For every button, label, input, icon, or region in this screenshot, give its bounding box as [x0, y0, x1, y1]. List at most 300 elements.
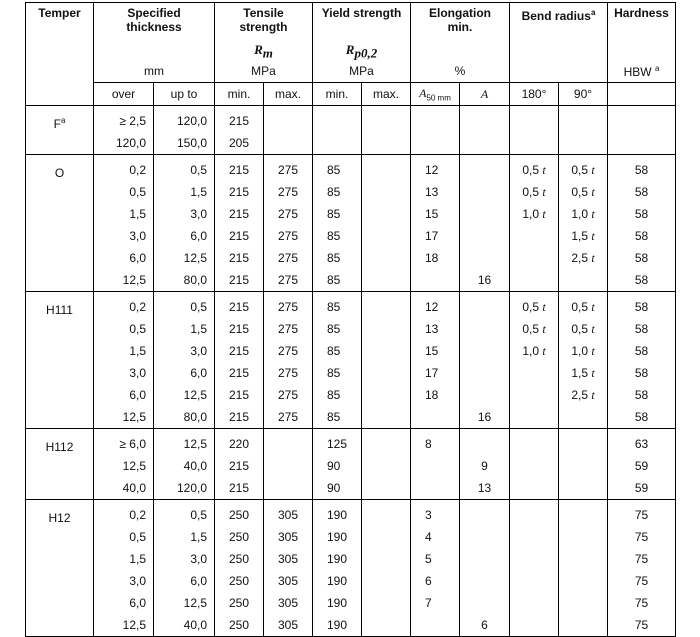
col-b90-cell — [559, 429, 608, 500]
value — [460, 433, 509, 455]
value: 0,5 — [190, 300, 207, 314]
value: 215 — [228, 366, 250, 380]
temper-group-row — [26, 155, 676, 292]
value: 305 — [277, 596, 299, 610]
value — [460, 132, 509, 154]
temper-group-row — [26, 106, 676, 155]
col-rp-max-cell — [362, 500, 411, 637]
value: 275 — [277, 163, 299, 177]
value — [362, 614, 410, 636]
value — [460, 159, 509, 181]
col-rm-min-cell — [215, 292, 264, 429]
value: 275 — [277, 410, 299, 424]
col-rp-min-cell — [313, 429, 362, 500]
value — [510, 504, 558, 526]
col-a50-cell — [411, 106, 460, 155]
value: 6 — [481, 618, 488, 632]
temper-header: Temper — [26, 3, 94, 106]
temper-cell: H12 — [26, 500, 94, 637]
value — [264, 433, 312, 455]
value: 12,5 — [122, 410, 146, 424]
value — [425, 269, 459, 291]
value: 40,0 — [183, 618, 207, 632]
value — [425, 406, 459, 428]
value: 6,0 — [190, 229, 207, 243]
value — [362, 340, 410, 362]
value: 59 — [634, 481, 649, 495]
value: 12 — [425, 163, 439, 177]
value: 85 — [327, 207, 341, 221]
value: 190 — [327, 618, 348, 632]
value: 90 — [327, 459, 341, 473]
value: 215 — [228, 481, 250, 495]
value — [559, 526, 607, 548]
value: 275 — [277, 251, 299, 265]
value: 58 — [634, 410, 649, 424]
value — [510, 548, 558, 570]
col-rp-min-cell — [313, 292, 362, 429]
value — [460, 181, 509, 203]
value: 190 — [327, 530, 348, 544]
value: 58 — [634, 207, 649, 221]
value: 215 — [228, 322, 250, 336]
value: 3,0 — [190, 207, 207, 221]
value: 80,0 — [183, 273, 207, 287]
value: 75 — [634, 530, 649, 544]
value: 275 — [277, 229, 299, 243]
col-b180-cell — [510, 155, 559, 292]
col-up-to-cell — [154, 106, 215, 155]
elongation-unit: % — [454, 64, 466, 78]
value: 6,0 — [190, 574, 207, 588]
value — [264, 132, 312, 154]
value: 63 — [634, 437, 649, 451]
value: 215 — [228, 459, 250, 473]
value: 125 — [327, 437, 348, 451]
value — [460, 110, 509, 132]
subheader-bend-90: 90° — [559, 83, 608, 106]
yield-unit: MPa — [349, 64, 374, 78]
value — [425, 477, 459, 499]
value — [460, 570, 509, 592]
value: 305 — [277, 508, 299, 522]
temper-group-row — [26, 292, 676, 429]
value — [362, 159, 410, 181]
value — [559, 132, 607, 154]
value: 190 — [327, 552, 348, 566]
value: 0,2 — [129, 163, 146, 177]
value: 250 — [228, 530, 250, 544]
value — [510, 110, 558, 132]
col-a50-cell — [411, 292, 460, 429]
col-rm-max-cell — [264, 155, 313, 292]
value — [327, 110, 361, 132]
value: 0,5 t — [522, 322, 546, 336]
value: 85 — [327, 163, 341, 177]
value — [362, 318, 410, 340]
value — [362, 132, 410, 154]
value — [425, 455, 459, 477]
value: 40,0 — [183, 459, 207, 473]
value: 120,0 — [176, 481, 207, 495]
value: 1,0 t — [571, 207, 595, 221]
value: 16 — [477, 273, 492, 287]
subheader-rp-max: max. — [362, 83, 411, 106]
value: 6,0 — [129, 388, 146, 402]
value: 15 — [425, 344, 439, 358]
value: 250 — [228, 552, 250, 566]
col-a-cell — [460, 155, 510, 292]
col-rm-min-cell — [215, 106, 264, 155]
value — [460, 384, 509, 406]
value: 85 — [327, 185, 341, 199]
value: 17 — [425, 229, 439, 243]
value: 275 — [277, 322, 299, 336]
value: 305 — [277, 618, 299, 632]
value: 18 — [425, 388, 439, 402]
col-a-cell — [460, 500, 510, 637]
col-rp-min-cell — [313, 155, 362, 292]
value — [362, 548, 410, 570]
value: 1,5 t — [571, 229, 595, 243]
temper-group-row — [26, 429, 676, 500]
value — [460, 548, 509, 570]
value: 190 — [327, 574, 348, 588]
col-rm-max-cell — [264, 429, 313, 500]
value: 58 — [634, 185, 649, 199]
value — [362, 455, 410, 477]
value: 58 — [634, 229, 649, 243]
value: 0,2 — [129, 300, 146, 314]
value: 215 — [228, 114, 250, 128]
value: 215 — [228, 251, 250, 265]
value: 8 — [425, 437, 432, 451]
value: 58 — [634, 163, 649, 177]
value — [460, 203, 509, 225]
value — [362, 504, 410, 526]
value: 80,0 — [183, 410, 207, 424]
value: 120,0 — [115, 136, 146, 150]
value — [362, 384, 410, 406]
value: 59 — [634, 459, 649, 473]
elongation-header: Elongation min. % — [411, 3, 510, 83]
subheader-rp-min: min. — [313, 83, 362, 106]
col-over-cell — [94, 155, 154, 292]
value: 6 — [425, 574, 432, 588]
value: 0,5 t — [522, 163, 546, 177]
value: 75 — [634, 618, 649, 632]
col-rp-max-cell — [362, 106, 411, 155]
value — [425, 614, 459, 636]
value: 85 — [327, 410, 341, 424]
value — [460, 340, 509, 362]
value — [510, 406, 558, 428]
subheader-hardness — [608, 83, 676, 106]
col-b180-cell — [510, 292, 559, 429]
value: 90 — [327, 481, 341, 495]
value: 220 — [228, 437, 250, 451]
value: 75 — [634, 596, 649, 610]
value: 305 — [277, 530, 299, 544]
value: 1,0 t — [522, 207, 546, 221]
value: 75 — [634, 508, 649, 522]
value: 215 — [228, 229, 250, 243]
value: 85 — [327, 366, 341, 380]
temper-cell: H111 — [26, 292, 94, 429]
value: 3,0 — [129, 366, 146, 380]
col-b180-cell — [510, 500, 559, 637]
subheader-bend-180: 180° — [510, 83, 559, 106]
col-over-cell — [94, 500, 154, 637]
col-up-to-cell — [154, 500, 215, 637]
value: 58 — [634, 344, 649, 358]
thickness-unit: mm — [144, 64, 164, 78]
value — [510, 614, 558, 636]
value: 12,5 — [183, 251, 207, 265]
value: 58 — [634, 273, 649, 287]
value: 150,0 — [176, 136, 207, 150]
value — [425, 132, 459, 154]
value: 16 — [477, 410, 492, 424]
value: 1,0 t — [571, 344, 595, 358]
value — [510, 247, 558, 269]
value: 215 — [228, 410, 250, 424]
value: 215 — [228, 300, 250, 314]
value: 85 — [327, 251, 341, 265]
value: 250 — [228, 574, 250, 588]
value — [510, 132, 558, 154]
col-rp-min-cell — [313, 106, 362, 155]
value — [460, 318, 509, 340]
value: 40,0 — [122, 481, 146, 495]
value: 12,5 — [183, 437, 207, 451]
value: 0,5 t — [571, 185, 595, 199]
value: 215 — [228, 207, 250, 221]
value — [362, 110, 410, 132]
col-a50-cell — [411, 500, 460, 637]
thickness-header: Specified thickness mm — [94, 3, 215, 83]
subheader-a50: $A_{50 mm}$ — [411, 83, 460, 106]
value: 0,2 — [129, 508, 146, 522]
value: 215 — [228, 273, 250, 287]
subheader-over: over — [94, 83, 154, 106]
value: 7 — [425, 596, 432, 610]
value: 275 — [277, 207, 299, 221]
value: 58 — [634, 300, 649, 314]
value — [362, 433, 410, 455]
col-b90-cell — [559, 106, 608, 155]
value — [559, 504, 607, 526]
temper-cell: H112 — [26, 429, 94, 500]
value: 0,5 — [129, 185, 146, 199]
value — [510, 526, 558, 548]
col-a-cell — [460, 106, 510, 155]
value: 4 — [425, 530, 432, 544]
value — [559, 548, 607, 570]
value — [608, 132, 675, 154]
value: 275 — [277, 366, 299, 380]
temper-cell: $F^a$ — [26, 106, 94, 155]
value: 275 — [277, 185, 299, 199]
value: ≥ 2,5 — [119, 114, 146, 128]
value: 275 — [277, 388, 299, 402]
value — [362, 247, 410, 269]
value — [460, 362, 509, 384]
value — [510, 477, 558, 499]
value: 12,5 — [122, 273, 146, 287]
value — [510, 362, 558, 384]
value: 0,5 — [190, 163, 207, 177]
value: 75 — [634, 552, 649, 566]
value — [559, 477, 607, 499]
col-b90-cell — [559, 500, 608, 637]
value — [362, 526, 410, 548]
col-over-cell — [94, 429, 154, 500]
value — [264, 110, 312, 132]
value — [362, 592, 410, 614]
value: 3 — [425, 508, 432, 522]
value: 250 — [228, 508, 250, 522]
value — [460, 526, 509, 548]
value: 85 — [327, 273, 341, 287]
col-rm-min-cell — [215, 500, 264, 637]
value: 250 — [228, 596, 250, 610]
value — [608, 110, 675, 132]
value: ≥ 6,0 — [119, 437, 146, 451]
value — [559, 269, 607, 291]
value: 58 — [634, 251, 649, 265]
value — [362, 362, 410, 384]
value: 120,0 — [176, 114, 207, 128]
value: 3,0 — [129, 574, 146, 588]
temper-cell: O — [26, 155, 94, 292]
value: 0,5 t — [522, 300, 546, 314]
value: 1,5 — [129, 344, 146, 358]
tensile-header: Tensile strength $R_m$ MPa — [215, 3, 313, 83]
value — [362, 269, 410, 291]
subheader-up-to: up to — [154, 83, 215, 106]
value: 13 — [425, 185, 439, 199]
value: 12,5 — [183, 596, 207, 610]
value: 6,0 — [190, 366, 207, 380]
value: 1,5 — [190, 185, 207, 199]
value: 85 — [327, 229, 341, 243]
col-a50-cell — [411, 155, 460, 292]
value: 1,5 — [129, 207, 146, 221]
value: 3,0 — [129, 229, 146, 243]
value: 85 — [327, 322, 341, 336]
col-b90-cell — [559, 155, 608, 292]
value — [510, 384, 558, 406]
value: 0,5 — [129, 530, 146, 544]
value: 58 — [634, 388, 649, 402]
value — [510, 269, 558, 291]
value: 85 — [327, 300, 341, 314]
value — [264, 455, 312, 477]
value: 0,5 t — [571, 163, 595, 177]
value — [510, 225, 558, 247]
value — [510, 433, 558, 455]
value: 17 — [425, 366, 439, 380]
value: 6,0 — [129, 251, 146, 265]
value — [327, 132, 361, 154]
subheader-rm-max: max. — [264, 83, 313, 106]
value — [559, 592, 607, 614]
col-up-to-cell — [154, 429, 215, 500]
value: 305 — [277, 574, 299, 588]
value — [425, 110, 459, 132]
value — [460, 225, 509, 247]
value: 0,5 t — [571, 322, 595, 336]
value: 58 — [634, 322, 649, 336]
value — [362, 225, 410, 247]
temper-group-row — [26, 500, 676, 637]
value — [362, 477, 410, 499]
bend-radius-header: Bend radius$^a$ — [510, 3, 608, 83]
value: 12 — [425, 300, 439, 314]
value — [460, 504, 509, 526]
value — [362, 203, 410, 225]
value — [559, 433, 607, 455]
col-b180-cell — [510, 429, 559, 500]
value — [510, 455, 558, 477]
value — [460, 296, 509, 318]
value: 12,5 — [122, 618, 146, 632]
value — [362, 296, 410, 318]
value: 5 — [425, 552, 432, 566]
col-rm-min-cell — [215, 155, 264, 292]
value: 275 — [277, 344, 299, 358]
col-a-cell — [460, 429, 510, 500]
value: 1,5 — [190, 530, 207, 544]
value: 215 — [228, 344, 250, 358]
value: 85 — [327, 344, 341, 358]
value: 275 — [277, 273, 299, 287]
value: 15 — [425, 207, 439, 221]
value: 1,0 t — [522, 344, 546, 358]
value: 18 — [425, 251, 439, 265]
value — [559, 110, 607, 132]
col-up-to-cell — [154, 155, 215, 292]
value: 215 — [228, 388, 250, 402]
col-rm-max-cell — [264, 500, 313, 637]
col-hbw-cell — [608, 292, 676, 429]
mechanical-properties-table — [25, 2, 676, 637]
value: 6,0 — [129, 596, 146, 610]
value: 2,5 t — [571, 388, 595, 402]
value — [559, 570, 607, 592]
col-a-cell — [460, 292, 510, 429]
value: 85 — [327, 388, 341, 402]
value: 1,5 — [129, 552, 146, 566]
value: 215 — [228, 163, 250, 177]
value: 250 — [228, 618, 250, 632]
value — [460, 247, 509, 269]
value: 190 — [327, 508, 348, 522]
col-rp-max-cell — [362, 292, 411, 429]
col-hbw-cell — [608, 155, 676, 292]
value: 190 — [327, 596, 348, 610]
col-rm-min-cell — [215, 429, 264, 500]
value: 58 — [634, 366, 649, 380]
value: 275 — [277, 300, 299, 314]
tensile-unit: MPa — [251, 64, 276, 78]
col-rm-max-cell — [264, 106, 313, 155]
col-rp-max-cell — [362, 429, 411, 500]
col-rp-max-cell — [362, 155, 411, 292]
value: 1,5 t — [571, 366, 595, 380]
value: 0,5 — [129, 322, 146, 336]
